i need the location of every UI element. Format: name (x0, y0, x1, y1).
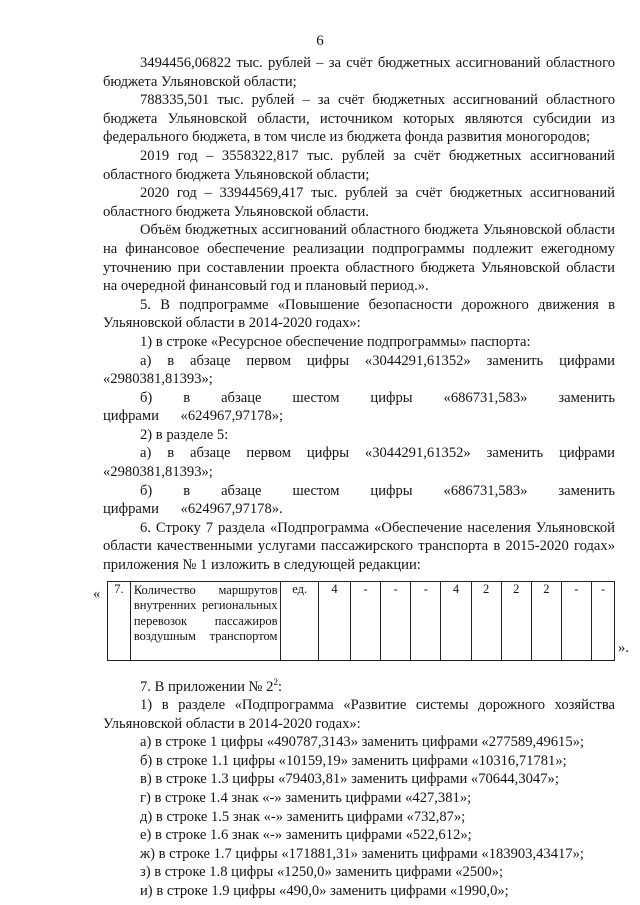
paragraph: б) в строке 1.1 цифры «10159,19» заменить цифрами «10316,71781»; (140, 752, 567, 769)
value-cell: - (351, 581, 381, 660)
value-cell: 2 (471, 581, 501, 660)
row-number: 7. (108, 581, 131, 660)
close-quote: ». (618, 639, 629, 656)
paragraph (103, 673, 615, 696)
paragraph: ж) в строке 1.7 цифры «171881,31» заменить цифрами «183903,43417»; (140, 845, 584, 862)
paragraph: д) в строке 1.5 знак «-» заменить цифрами «732,87»; (140, 808, 466, 825)
table-row (108, 581, 615, 660)
paragraph: 788335,501 тыс. рублей – за счёт бюджетных ассигнований областного бюджета Ульяновской области, источником которых являются субсидии из федерального бюджета, в том числе из бюджета фонда развития моногородов; (103, 92, 615, 146)
paragraph: е) в строке 1.6 знак «-» заменить цифрами «522,612»; (140, 827, 472, 844)
paragraph: 1) в разделе «Подпрограмма «Развитие системы дорожного хозяйства Ульяновской области в 2014-2020 годах»: (103, 697, 615, 732)
value-cell: - (411, 581, 441, 660)
paragraph: 2) в разделе 5: (140, 426, 229, 443)
paragraph: 5. В подпрограмме «Повышение безопасности дорожного движения в Ульяновской области в 2014-2020 годах»: (103, 296, 615, 332)
document-body (93, 54, 629, 901)
paragraph: а) в абзаце первом цифры «3044291,61352» заменить цифрами «2980381,81393»; (103, 352, 615, 388)
paragraph: в) в строке 1.3 цифры «79403,81» заменить цифрами «70644,3047»; (140, 771, 559, 788)
value-cell: 4 (441, 581, 471, 660)
paragraph: 3494456,06822 тыс. рублей – за счёт бюджетных ассигнований областного бюджета Ульяновской области; (103, 55, 615, 90)
paragraph: 2019 год – 3558322,817 тыс. рублей за счёт бюджетных ассигнований областного бюджета Ульяновской области; (103, 147, 615, 183)
paragraph: а) в строке 1 цифры «490787,3143» заменить цифрами «277589,49615»; (140, 734, 584, 751)
paragraph: а) в абзаце первом цифры «3044291,61352» заменить цифрами «2980381,81393»; (103, 445, 615, 481)
paragraph: г) в строке 1.4 знак «-» заменить цифрами «427,381»; (140, 790, 472, 807)
paragraph: 6. Строку 7 раздела «Подпрограмма «Обеспечение населения Ульяновской области качественными услугами пассажирского транспорта в 2015-2020 годах» приложения № 1 изложить в следующей редакции: (103, 519, 615, 574)
paragraph: и) в строке 1.9 цифры «490,0» заменить цифрами «1990,0»; (140, 883, 509, 900)
value-cell: 2 (531, 581, 561, 660)
value-cell: - (381, 581, 411, 660)
paragraph: б) в абзаце шестом цифры «686731,583» заменить цифрами «624967,97178». (103, 482, 615, 518)
superscript: 2 (273, 676, 278, 687)
paragraph: 1) в строке «Ресурсное обеспечение подпрограммы» паспорта: (140, 333, 531, 350)
paragraph-tail: : (277, 678, 282, 695)
paragraph: Объём бюджетных ассигнований областного бюджета Ульяновской области на финансовое обеспечение реализации подпрограммы подлежит ежегодному уточнению при составлении проекта областного бюджета Ульяновской области на очередной финансовый год и плановый период.». (103, 222, 615, 295)
open-quote: « (93, 585, 101, 602)
value-cell: 2 (501, 581, 531, 660)
paragraph: з) в строке 1.8 цифры «1250,0» заменить цифрами «2500»; (140, 864, 504, 881)
indicator-name: Количество маршрутов внутренних региональных перевозок пассажиров воздушным транспортом (130, 581, 281, 660)
value-cell: - (561, 581, 591, 660)
amendment-table (107, 581, 615, 661)
page-number: 6 (316, 33, 324, 49)
value-cell: - (592, 581, 615, 660)
paragraph: 2020 год – 33944569,417 тыс. рублей за счёт бюджетных ассигнований областного бюджета Ульяновской области. (103, 185, 615, 220)
value-cell: 4 (318, 581, 350, 660)
paragraph: б) в абзаце шестом цифры «686731,583» заменить цифрами «624967,97178»; (103, 389, 615, 425)
paragraph-text: 7. В приложении № 2 (140, 678, 274, 695)
insert-table-block (93, 581, 629, 663)
unit-cell: ед. (281, 581, 318, 660)
